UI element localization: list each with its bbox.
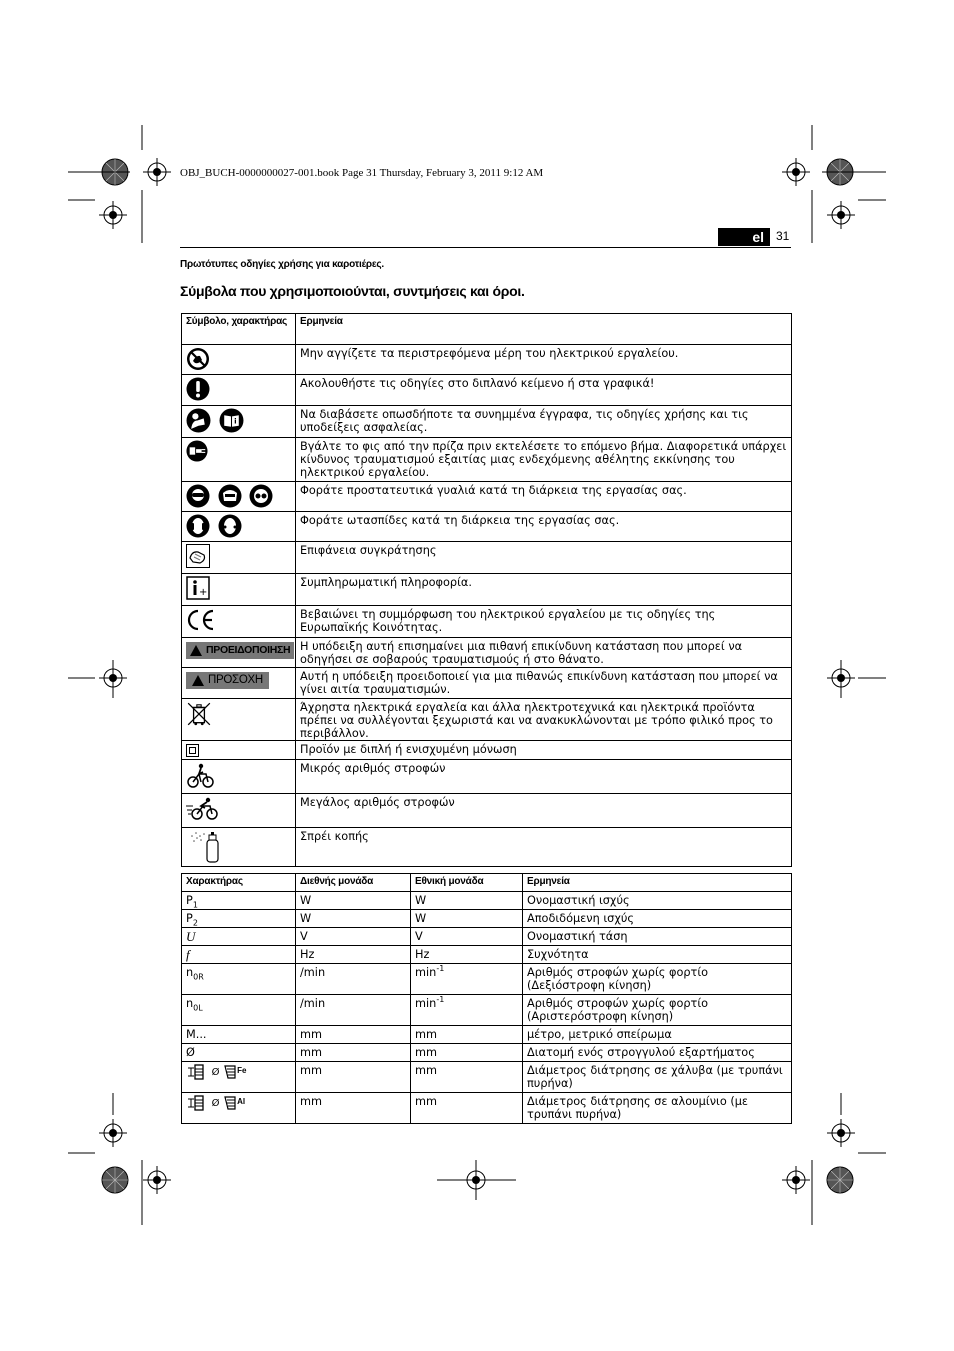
table-row	[182, 438, 792, 482]
meaning-cell: Ακολουθήστε τις οδηγίες στο διπλανό κείμενο ή στα γραφικά!	[296, 375, 792, 406]
language-badge: el	[718, 228, 770, 246]
info-plus-icon	[186, 576, 210, 600]
table-row	[182, 964, 792, 995]
section-title: Σύμβολα που χρησιμοποιούνται, συντμήσεις και όροι.	[180, 283, 525, 299]
intl-unit-cell: V	[296, 928, 411, 946]
symbol-cell	[182, 438, 296, 482]
national-unit-cell: Hz	[411, 946, 523, 964]
national-unit-cell	[411, 995, 523, 1026]
slow-bicycle-icon	[186, 762, 216, 790]
meaning-cell: Αριθμός στροφών χωρίς φορτίο (Δεξιόστροφη κίνηση)	[523, 964, 792, 995]
table-row	[182, 699, 792, 741]
symbol-char: P	[186, 894, 193, 907]
meaning-cell: Αποδιδόμενη ισχύς	[523, 910, 792, 928]
caution-badge	[186, 672, 269, 689]
symbol-cell	[182, 606, 296, 638]
intl-unit-cell: Hz	[296, 946, 411, 964]
warning-badge	[186, 642, 294, 659]
symbol-cell	[182, 638, 296, 668]
page-number: 31	[776, 229, 790, 243]
meaning-cell: Ονομαστική τάση	[523, 928, 792, 946]
symbol-char: n	[186, 966, 194, 979]
symbol-cell	[182, 345, 296, 375]
table-row	[182, 995, 792, 1026]
symbol-cell	[182, 995, 296, 1026]
column-header: Σύμβολο, χαρακτήρας	[182, 314, 296, 345]
meaning-cell: Μεγάλος αριθμός στροφών	[296, 794, 792, 828]
material-label: Al	[237, 1097, 246, 1106]
symbol-subscript: 2	[192, 918, 198, 928]
national-unit-cell: W	[411, 910, 523, 928]
print-header: OBJ_BUCH-0000000027-001.book Page 31 Thursday, February 3, 2011 9:12 AM	[180, 167, 544, 179]
symbol-cell	[182, 699, 296, 741]
intl-unit-cell: mm	[296, 1062, 411, 1093]
meaning-cell: Μην αγγίζετε τα περιστρεφόμενα μέρη του ηλεκτρικού εργαλείου.	[296, 345, 792, 375]
meaning-cell: Ονομαστική ισχύς	[523, 892, 792, 910]
symbol-cell	[182, 910, 296, 928]
symbol-char: P	[186, 912, 193, 925]
table-row	[182, 910, 792, 928]
table-row	[182, 828, 792, 867]
exclamation-icon	[186, 377, 210, 401]
symbol-cell	[182, 512, 296, 542]
meaning-cell: Βγάλτε το φις από την πρίζα πριν εκτελέσετε το επόμενο βήμα. Διαφορετικά υπάρχει κίνδυνος τραυματισμού εξαιτίας μιας ενδεχόμενης αθέλητης εκκίνησης του ηλεκτρικού εργαλείου.	[296, 438, 792, 482]
meaning-cell: Άχρηστα ηλεκτρικά εργαλεία και άλλα ηλεκτροτεχνικά και ηλεκτρικά προϊόντα πρέπει να συλλέγονται ξεχωριστά και να ανακυκλώνονται με τρόπο φιλικό προς το περιβάλλον.	[296, 699, 792, 741]
warning-badge-label: ΠΡΟΕΙΔΟΠΟΙΗΣΗ	[206, 644, 291, 656]
table-row	[182, 574, 792, 606]
material-label: Fe	[237, 1066, 247, 1075]
symbol-cell	[182, 542, 296, 574]
table-row	[182, 1062, 792, 1093]
units-table	[181, 873, 792, 1124]
table-header-row	[182, 314, 792, 345]
column-header: Ερμηνεία	[523, 874, 792, 892]
meaning-cell: Διάμετρος διάτρησης σε αλουμίνιο (με τρυπάνι πυρήνα)	[523, 1093, 792, 1124]
table-row	[182, 1044, 792, 1062]
symbol-cell	[182, 928, 296, 946]
symbol-subscript: 0R	[193, 972, 204, 982]
face-shield-icon	[218, 484, 242, 508]
symbol-cell	[182, 375, 296, 406]
table-row	[182, 512, 792, 542]
column-header: Ερμηνεία	[296, 314, 792, 345]
national-unit-cell: mm	[411, 1044, 523, 1062]
symbol-cell	[182, 892, 296, 910]
national-unit-cell: mm	[411, 1062, 523, 1093]
aluminium-material-icon	[223, 1095, 237, 1111]
symbol-cell	[182, 1093, 296, 1124]
symbol-cell: Ø	[182, 1044, 296, 1062]
table-row	[182, 794, 792, 828]
diameter-sign: Ø	[211, 1098, 220, 1109]
meaning-cell: Διάμετρος διάτρησης σε χάλυβα (με τρυπάνι πυρήνα)	[523, 1062, 792, 1093]
symbol-cell	[182, 828, 296, 867]
table-row	[182, 741, 792, 760]
unplug-icon	[186, 440, 208, 462]
column-header: Εθνική μονάδα	[411, 874, 523, 892]
read-instructions-icon	[186, 408, 211, 433]
symbol-subscript: 1	[192, 900, 198, 910]
symbol-subscript: 0L	[193, 1003, 203, 1013]
symbol-cell	[182, 741, 296, 760]
table-row	[182, 892, 792, 910]
meaning-cell: Αριθμός στροφών χωρίς φορτίο (Αριστερόστροφη κίνηση)	[523, 995, 792, 1026]
ce-mark-icon	[186, 608, 216, 632]
warning-triangle-icon	[192, 675, 204, 686]
no-touch-rotating-icon	[186, 347, 210, 371]
meaning-cell: Διατομή ενός στρογγυλού εξαρτήματος	[523, 1044, 792, 1062]
symbol-char: n	[186, 997, 194, 1010]
table-row	[182, 606, 792, 638]
meaning-cell: Να διαβάσετε οπωσδήποτε τα συνημμένα έγγραφα, τις οδηγίες χρήσης και τις υποδείξεις ασφαλείας.	[296, 406, 792, 438]
symbol-cell	[182, 482, 296, 512]
symbol-cell: M...	[182, 1026, 296, 1044]
svg-text:i: i	[233, 416, 237, 426]
meaning-cell: Φοράτε ωτασπίδες κατά τη διάρκεια της εργασίας σας.	[296, 512, 792, 542]
table-row	[182, 542, 792, 574]
grip-surface-icon	[186, 544, 210, 568]
table-row	[182, 638, 792, 668]
symbol-char: f	[186, 947, 190, 962]
intl-unit-cell: mm	[296, 1044, 411, 1062]
unit-superscript: -1	[436, 964, 445, 974]
table-row	[182, 406, 792, 438]
table-header-row	[182, 874, 792, 892]
national-unit-cell: mm	[411, 1093, 523, 1124]
table-row	[182, 345, 792, 375]
column-header: Χαρακτήρας	[182, 874, 296, 892]
meaning-cell: Επιφάνεια συγκράτησης	[296, 542, 792, 574]
table-row	[182, 1026, 792, 1044]
svg-text:+: +	[199, 587, 208, 598]
meaning-cell: Προϊόν με διπλή ή ενισχυμένη μόνωση	[296, 741, 792, 760]
intl-unit-cell: /min	[296, 964, 411, 995]
meaning-cell: Μικρός αριθμός στροφών	[296, 760, 792, 794]
intl-unit-cell: W	[296, 910, 411, 928]
meaning-cell: Συχνότητα	[523, 946, 792, 964]
double-insulation-icon	[186, 744, 199, 757]
meaning-cell: Αυτή η υπόδειξη προειδοποιεί για μια πιθανώς επικίνδυνη κατάσταση που μπορεί να γίνει αιτία τραυματισμών.	[296, 668, 792, 699]
intl-unit-cell: W	[296, 892, 411, 910]
meaning-cell: Βεβαιώνει τη συμμόρφωση του ηλεκτρικού εργαλείου με τις οδηγίες της Ευρωπαϊκής Κοινότητας.	[296, 606, 792, 638]
meaning-cell: μέτρο, μετρικό σπείρωμα	[523, 1026, 792, 1044]
symbol-cell	[182, 1062, 296, 1093]
fast-bicycle-icon	[186, 796, 220, 822]
drill-diameter-fe-icon	[186, 1064, 208, 1080]
meaning-cell: Σπρέι κοπής	[296, 828, 792, 867]
caution-badge-label: ΠΡΟΣΟΧΗ	[208, 674, 263, 686]
meaning-cell: Φοράτε προστατευτικά γυαλιά κατά τη διάρκεια της εργασίας σας.	[296, 482, 792, 512]
diameter-sign: Ø	[211, 1067, 220, 1078]
intl-unit-cell: /min	[296, 995, 411, 1026]
table-row	[182, 668, 792, 699]
column-header: Διεθνής μονάδα	[296, 874, 411, 892]
manual-book-icon	[219, 408, 244, 433]
ear-muffs-icon	[186, 514, 210, 538]
symbol-cell	[182, 406, 296, 438]
symbol-cell	[182, 964, 296, 995]
safety-glasses-icon	[249, 484, 273, 508]
unit-text: min	[415, 966, 437, 979]
national-unit-cell: W	[411, 892, 523, 910]
goggles-icon	[186, 484, 210, 508]
steel-material-icon	[223, 1064, 237, 1080]
table-row	[182, 928, 792, 946]
intl-unit-cell: mm	[296, 1026, 411, 1044]
table-row	[182, 946, 792, 964]
ear-plugs-icon	[218, 514, 242, 538]
national-unit-cell	[411, 964, 523, 995]
weee-bin-icon	[186, 701, 212, 727]
national-unit-cell: mm	[411, 1026, 523, 1044]
symbol-cell	[182, 574, 296, 606]
symbol-cell	[182, 760, 296, 794]
drill-diameter-al-icon	[186, 1095, 208, 1111]
document-subtitle: Πρωτότυπες οδηγίες χρήσης για καροτιέρες.	[180, 259, 384, 270]
symbol-cell	[182, 946, 296, 964]
unit-superscript: -1	[436, 995, 445, 1005]
symbol-char: U	[186, 929, 196, 944]
header-rule	[180, 247, 791, 248]
symbol-cell	[182, 668, 296, 699]
table-row	[182, 1093, 792, 1124]
national-unit-cell: V	[411, 928, 523, 946]
intl-unit-cell: mm	[296, 1093, 411, 1124]
table-row	[182, 375, 792, 406]
meaning-cell: Συμπληρωματική πληροφορία.	[296, 574, 792, 606]
table-row	[182, 482, 792, 512]
warning-triangle-icon	[190, 645, 202, 656]
cutting-spray-icon	[186, 830, 224, 864]
symbols-table	[181, 313, 792, 867]
symbol-cell	[182, 794, 296, 828]
unit-text: min	[415, 997, 437, 1010]
table-row	[182, 760, 792, 794]
meaning-cell: Η υπόδειξη αυτή επισημαίνει μια πιθανή επικίνδυνη κατάσταση που μπορεί να οδηγήσει σε σοβαρούς τραυματισμούς ή στο θάνατο.	[296, 638, 792, 668]
